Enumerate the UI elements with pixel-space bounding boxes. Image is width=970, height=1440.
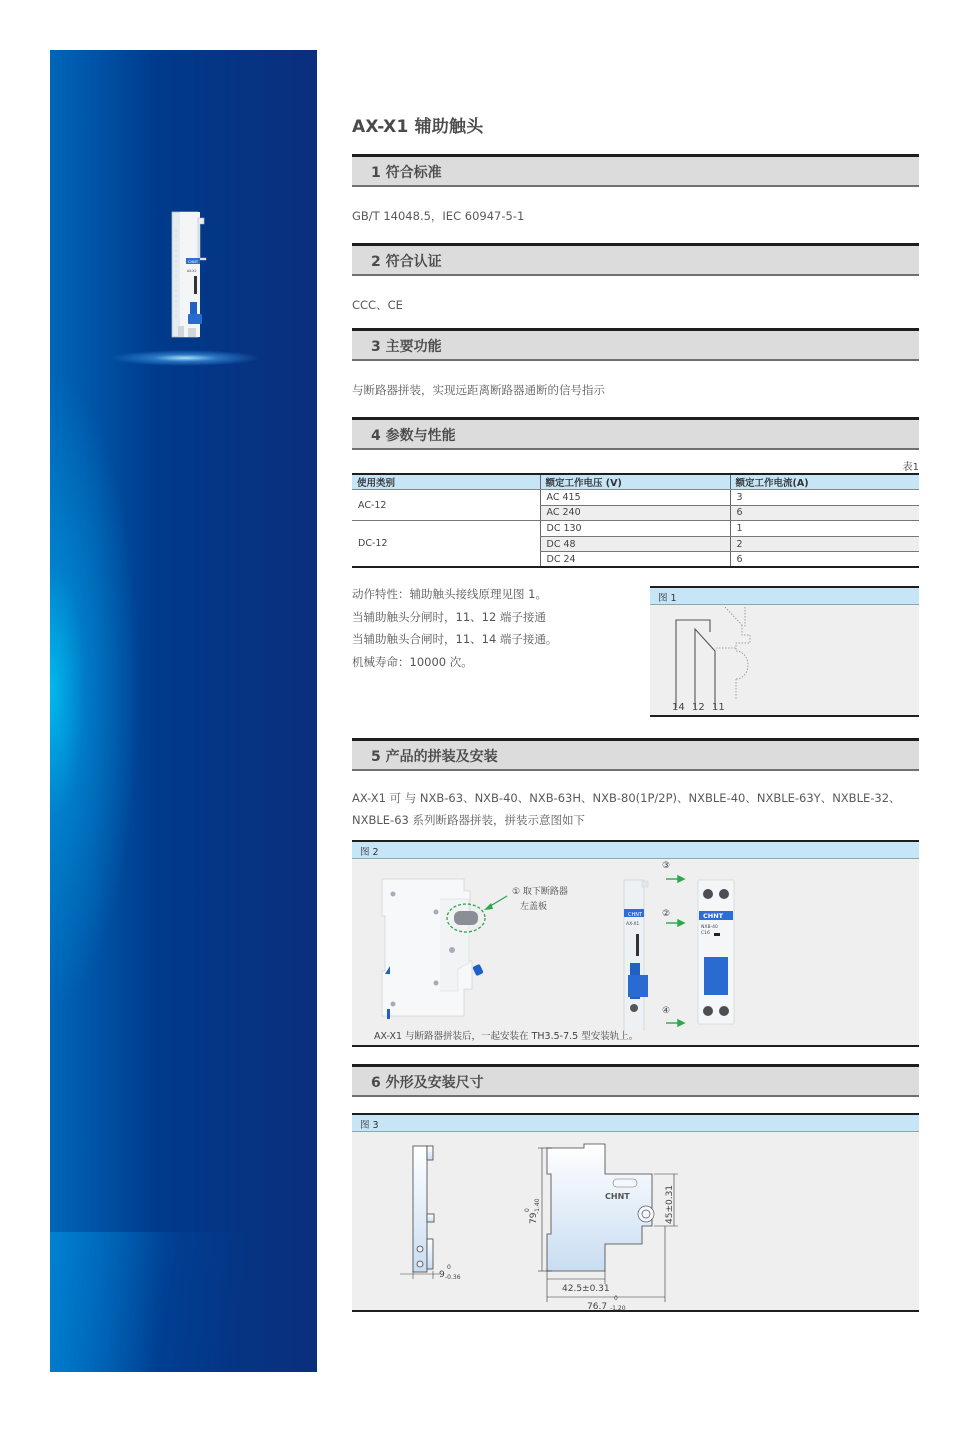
svg-text:-1.20: -1.20 xyxy=(610,1305,626,1312)
step1-label-line2: 左盖板 xyxy=(520,902,548,912)
svg-text:45±0.31: 45±0.31 xyxy=(665,1184,675,1224)
current-cell: 2 xyxy=(730,536,919,552)
current-cell: 6 xyxy=(730,552,919,568)
standards-text: GB/T 14048.5，IEC 60947-5-1 xyxy=(352,209,525,223)
terminal-label-12: 12 xyxy=(692,702,705,713)
auxiliary-front-view xyxy=(624,880,648,1031)
section-heading: 2 符合认证 xyxy=(371,254,442,270)
current-cell: 1 xyxy=(730,521,919,537)
section-header-dimensions xyxy=(352,1064,919,1097)
step3-marker: ③ xyxy=(662,861,671,871)
dimension-drawing xyxy=(352,1134,919,1312)
svg-text:42.5±0.31: 42.5±0.31 xyxy=(562,1284,610,1294)
voltage-cell: DC 48 xyxy=(540,536,730,552)
svg-text:CHNT: CHNT xyxy=(703,912,724,920)
parameters-table xyxy=(352,473,919,568)
voltage-cell: DC 130 xyxy=(540,521,730,537)
product-glow xyxy=(110,350,260,366)
category-cell: DC-12 xyxy=(352,521,540,568)
arrow-icons xyxy=(666,876,684,1026)
terminal-label-11: 11 xyxy=(712,702,725,713)
svg-text:0: 0 xyxy=(524,1208,531,1212)
sidebar-banner xyxy=(50,50,317,1372)
svg-text:CHNT: CHNT xyxy=(187,260,199,264)
assembly-text-line: NXBLE-63 系列断路器拼装，拼装示意图如下 xyxy=(352,813,585,827)
page-title: AX-X1 辅助触头 xyxy=(352,117,484,137)
section-header-certification xyxy=(352,243,919,276)
breaker-side-view xyxy=(382,879,507,1019)
section-header-assembly xyxy=(352,738,919,771)
table-row xyxy=(352,490,919,506)
section-heading: 1 符合标准 xyxy=(371,165,442,181)
section-heading: 6 外形及安装尺寸 xyxy=(371,1075,484,1091)
figure-label: 图 2 xyxy=(352,842,919,859)
product-image xyxy=(170,210,220,345)
svg-text:-0.36: -0.36 xyxy=(445,1274,461,1281)
table-header: 额定工作电流(A) xyxy=(730,474,919,490)
assembly-text-line: AX-X1 可 与 NXB-63、NXB-40、NXB-63H、NXB-80(1P/2P)、NXBLE-40、NXBLE-63Y、NXBLE-32、 xyxy=(352,791,901,805)
breaker-front-view xyxy=(698,880,734,1024)
figure-caption: AX-X1 与断路器拼装后，一起安装在 TH3.5-7.5 型安装轨上。 xyxy=(374,1031,639,1042)
table-header: 使用类别 xyxy=(352,474,540,490)
assembly-illustration xyxy=(352,861,919,1031)
operation-line: 当辅助触头合闸时，11、14 端子接通。 xyxy=(352,632,558,646)
functions-text: 与断路器拼装，实现远距离断路器通断的信号指示 xyxy=(352,383,605,397)
voltage-cell: DC 24 xyxy=(540,552,730,568)
section-header-functions xyxy=(352,328,919,361)
svg-text:CHNT: CHNT xyxy=(605,1192,630,1201)
wiring-diagram xyxy=(650,607,919,717)
figure-label: 图 1 xyxy=(650,588,919,605)
svg-text:-1.40: -1.40 xyxy=(534,1198,541,1214)
svg-text:C16: C16 xyxy=(701,931,710,936)
current-cell: 3 xyxy=(730,490,919,506)
table-row xyxy=(352,521,919,537)
figure-3-dimensions xyxy=(352,1113,919,1312)
svg-text:AX-X1: AX-X1 xyxy=(187,269,197,273)
svg-text:AX-X1: AX-X1 xyxy=(626,922,640,927)
figure-1-wiring xyxy=(650,586,919,717)
step4-marker: ④ xyxy=(662,1006,671,1016)
operation-line: 当辅助触头分闸时，11、12 端子接通 xyxy=(352,609,546,624)
operation-line: 动作特性：辅助触头接线原理见图 1。 xyxy=(352,587,547,601)
svg-text:9: 9 xyxy=(439,1270,445,1280)
table-header: 额定工作电压 (V) xyxy=(540,474,730,490)
section-header-standards xyxy=(352,154,919,187)
operation-notes xyxy=(352,583,557,673)
svg-text:76.7: 76.7 xyxy=(587,1302,608,1312)
terminal-label-14: 14 xyxy=(672,702,685,713)
section-heading: 4 参数与性能 xyxy=(371,428,456,444)
voltage-cell: AC 415 xyxy=(540,490,730,506)
step1-label: ① 取下断路器 xyxy=(512,887,568,897)
operation-line: 机械寿命：10000 次。 xyxy=(352,654,473,669)
svg-text:79: 79 xyxy=(529,1212,539,1224)
section-header-parameters xyxy=(352,417,919,450)
current-cell: 6 xyxy=(730,505,919,521)
svg-text:NXB-40: NXB-40 xyxy=(701,925,718,930)
svg-text:CHNT: CHNT xyxy=(628,912,643,918)
svg-text:0: 0 xyxy=(447,1264,451,1271)
figure-label: 图 3 xyxy=(352,1115,919,1132)
svg-text:0: 0 xyxy=(614,1295,618,1302)
section-heading: 5 产品的拼装及安装 xyxy=(371,749,498,765)
table-caption: 表1 xyxy=(902,462,919,473)
category-cell: AC-12 xyxy=(352,490,540,521)
assembly-text xyxy=(352,787,901,831)
certification-text: CCC、CE xyxy=(352,298,403,312)
step2-marker: ② xyxy=(662,909,671,919)
figure-2-assembly xyxy=(352,840,919,1047)
voltage-cell: AC 240 xyxy=(540,505,730,521)
section-heading: 3 主要功能 xyxy=(371,339,442,355)
